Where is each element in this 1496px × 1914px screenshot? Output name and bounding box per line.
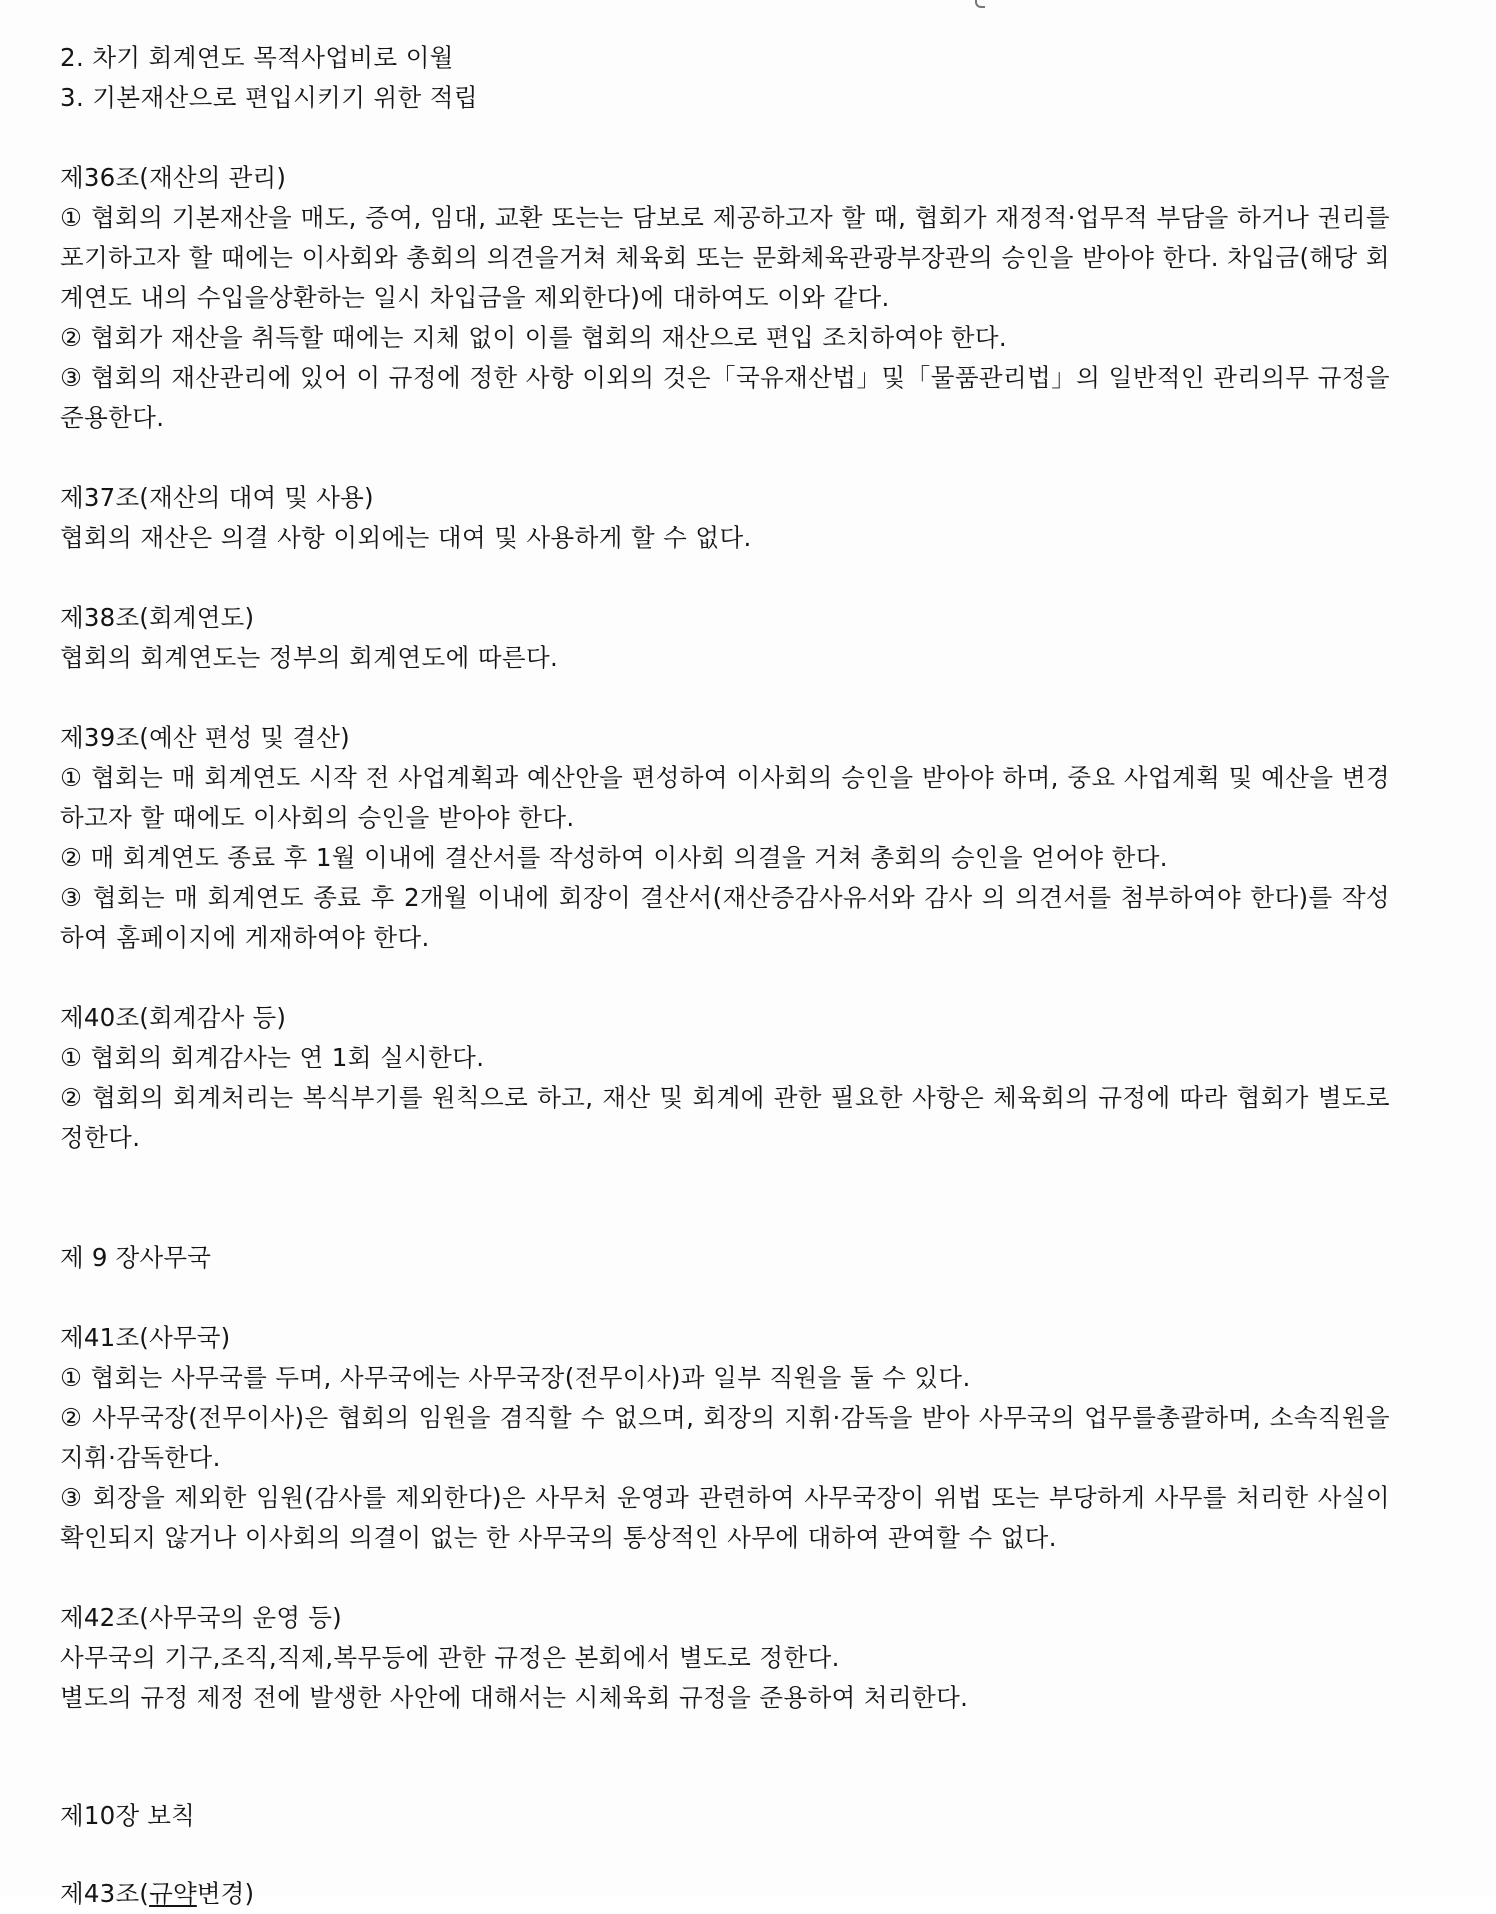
article-39-paragraph-3: ③ 협회는 매 회계연도 종료 후 2개월 이내에 회장이 결산서(재산증감사유서와 감사 의 의견서를 첨부하여야 한다)를 작성하여 홈페이지에 게재하여야 한다. xyxy=(60,883,1390,952)
article-36-title: 제36조(재산의 관리) xyxy=(60,163,287,192)
article-41-paragraph-2: ② 사무국장(전무이사)은 협회의 임원을 겸직할 수 없으며, 회장의 지휘·감독을 받아 사무국의 업무를총괄하며, 소속직원을 지휘·감독한다. xyxy=(60,1403,1390,1472)
article-43-title-prefix: 제43조( xyxy=(60,1879,150,1908)
article-42-paragraph-1: 사무국의 기구,조직,직제,복무등에 관한 규정은 본회에서 별도로 정한다. xyxy=(60,1643,840,1672)
article-37-title: 제37조(재산의 대여 및 사용) xyxy=(60,483,374,512)
article-42-paragraph-2: 별도의 규정 제정 전에 발생한 사안에 대해서는 시체육회 규정을 준용하여 처리한다. xyxy=(60,1683,969,1712)
article-40-paragraph-1: ① 협회의 회계감사는 연 1회 실시한다. xyxy=(60,1043,485,1072)
list-item-2: 2. 차기 회계연도 목적사업비로 이월 xyxy=(60,43,454,72)
article-38-paragraph-1: 협회의 회계연도는 정부의 회계연도에 따른다. xyxy=(60,643,559,672)
article-39-title: 제39조(예산 편성 및 결산) xyxy=(60,723,350,752)
article-39-paragraph-2: ② 매 회계연도 종료 후 1월 이내에 결산서를 작성하여 이사회 의결을 거쳐 총회의 승인을 얻어야 한다. xyxy=(60,843,1168,872)
article-41-paragraph-1: ① 협회는 사무국를 두며, 사무국에는 사무국장(전무이사)과 일부 직원을 둘 수 있다. xyxy=(60,1363,971,1392)
article-39-paragraph-1: ① 협회는 매 회계연도 시작 전 사업계획과 예산안을 편성하여 이사회의 승인을 받아야 하며, 중요 사업계획 및 예산을 변경하고자 할 때에도 이사회의 승인을 받아야 한다. xyxy=(60,763,1390,832)
scan-mark xyxy=(975,0,985,8)
chapter-9-title: 제 9 장사무국 xyxy=(60,1243,212,1272)
article-42-title: 제42조(사무국의 운영 등) xyxy=(60,1603,342,1632)
article-36-paragraph-1: ① 협회의 기본재산을 매도, 증여, 임대, 교환 또는는 담보로 제공하고자 할 때, 협회가 재정적·업무적 부담을 하거나 권리를 포기하고자 할 때에는 이사회와 총회의 의견을거쳐 체육회 또는 문화체육관광부장관의 승인을 받아야 한다. 차입금(해당 회계연도 내의 수입을상환하는 일시 차입금을 제외한다)에 대하여도 이와 같다. xyxy=(60,203,1390,312)
article-40-paragraph-2: ② 협회의 회계처리는 복식부기를 원칙으로 하고, 재산 및 회계에 관한 필요한 사항은 체육회의 규정에 따라 협회가 별도로 정한다. xyxy=(60,1083,1390,1152)
article-40-title: 제40조(회계감사 등) xyxy=(60,1003,287,1032)
chapter-10-title: 제10장 보칙 xyxy=(60,1801,196,1830)
article-36-paragraph-3: ③ 협회의 재산관리에 있어 이 규정에 정한 사항 이외의 것은「국유재산법」및「물품관리법」의 일반적인 관리의무 규정을 준용한다. xyxy=(60,363,1390,432)
article-36-paragraph-2: ② 협회가 재산을 취득할 때에는 지체 없이 이를 협회의 재산으로 편입 조치하여야 한다. xyxy=(60,323,1008,352)
article-43-title xyxy=(60,1874,1390,1914)
article-41-paragraph-3: ③ 회장을 제외한 임원(감사를 제외한다)은 사무처 운영과 관련하여 사무국장이 위법 또는 부당하게 사무를 처리한 사실이 확인되지 않거나 이사회의 의결이 없는 한 사무국의 통상적인 사무에 대하여 관여할 수 없다. xyxy=(60,1483,1390,1552)
list-item-3: 3. 기본재산으로 편입시키기 위한 적립 xyxy=(60,83,478,112)
article-38-title: 제38조(회계연도) xyxy=(60,603,255,632)
article-37-paragraph-1: 협회의 재산은 의결 사항 이외에는 대여 및 사용하게 할 수 없다. xyxy=(60,523,752,552)
document-body xyxy=(60,38,1390,1914)
article-43-title-underlined: 규약 xyxy=(149,1879,197,1908)
article-41-title: 제41조(사무국) xyxy=(60,1323,231,1352)
article-43-title-suffix: 변경) xyxy=(196,1879,255,1908)
